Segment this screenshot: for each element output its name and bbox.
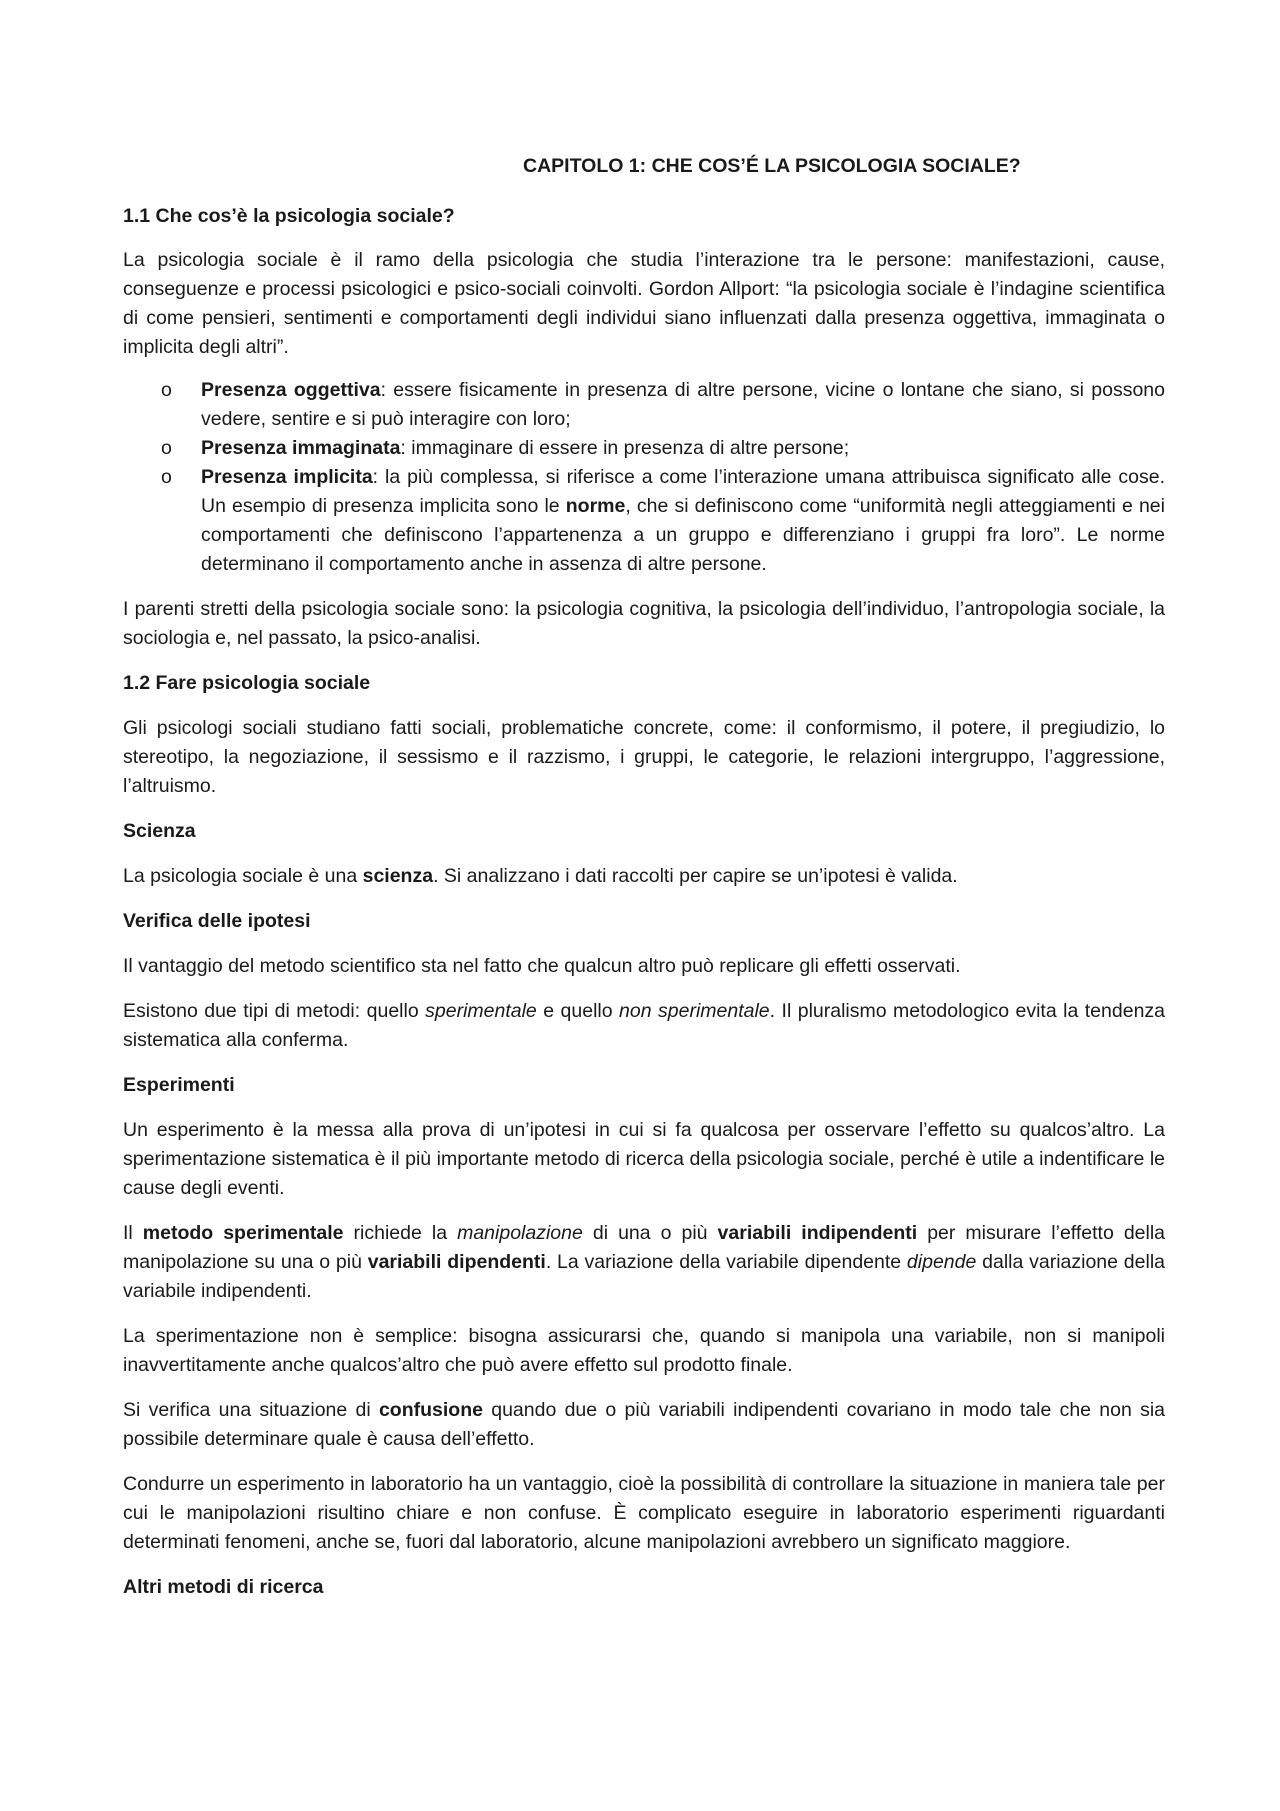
verifica-paragraph-1: Il vantaggio del metodo scientifico sta nel fatto che qualcun altro può replicare gli effetti osservati. <box>123 955 961 977</box>
bullet-text: : essere fisicamente in presenza di altre persone, vicine o lontane che siano, si possono vedere, sentire e si può interagire con loro; <box>201 379 1165 430</box>
presence-list <box>123 376 1165 579</box>
bullet-marker: o <box>161 437 172 459</box>
section-heading-1-1: 1.1 Che cos’è la psicologia sociale? <box>123 205 455 227</box>
bullet-text: : la più complessa, si riferisce a come l’interazione umana attribuisca significato alle cose. Un esempio di presenza implicita sono le <box>201 466 1165 517</box>
bullet-term: Presenza implicita <box>201 466 373 488</box>
laboratorio-paragraph: Condurre un esperimento in laboratorio ha un vantaggio, cioè la possibilità di controllare la situazione in maniera tale per cui le manipolazioni risultino chiare e non confuse. È complicato eseguire in laboratorio esperimenti riguardanti determinati fenomeni, anche se, fuori dal laboratorio, alcune manipolazioni avrebbero un significato maggiore. <box>123 1473 1165 1553</box>
bullet-term: Presenza oggettiva <box>201 379 381 401</box>
subheading-esperimenti: Esperimenti <box>123 1074 235 1096</box>
metodo-paragraph: Il metodo sperimentale richiede la manipolazione di una o più variabili indipendenti per misurare l’effetto della manipolazione su una o più variabili dipendenti. La variazione della variabile dipendente dipende dalla variazione della variabile indipendenti. <box>123 1222 1166 1302</box>
intro-paragraph: La psicologia sociale è il ramo della psicologia che studia l’interazione tra le persone: manifestazioni, cause, conseguenze e processi psicologici e psico-sociali coinvolti. Gordon Allport: “la psicologia sociale è l’indagine scientifica di come pensieri, sentimenti e comportamenti degli individui siano influenzati dalla presenza oggettiva, immaginata o implicita degli altri”. <box>123 249 1165 358</box>
scienza-paragraph: La psicologia sociale è una scienza. Si analizzano i dati raccolti per capire se un’ipotesi è valida. <box>123 865 958 887</box>
section2-intro-paragraph: Gli psicologi sociali studiano fatti sociali, problematiche concrete, come: il conformismo, il potere, il pregiudizio, lo stereotipo, la negoziazione, il sessismo e il razzismo, i gruppi, le categorie, le relazioni intergruppo, l’aggressione, l’altruismo. <box>123 717 1165 797</box>
bullet-marker: o <box>161 466 172 488</box>
subheading-scienza: Scienza <box>123 820 196 842</box>
bullet-bold-word: norme <box>565 495 626 517</box>
subheading-verifica: Verifica delle ipotesi <box>123 910 311 932</box>
bullet-marker: o <box>161 379 172 401</box>
verifica-paragraph-2: Esistono due tipi di metodi: quello sperimentale e quello non sperimentale. Il pluralismo metodologico evita la tendenza sistematica alla conferma. <box>123 1000 1166 1051</box>
subheading-altri-metodi: Altri metodi di ricerca <box>123 1576 324 1598</box>
relatives-paragraph: I parenti stretti della psicologia sociale sono: la psicologia cognitiva, la psicologia dell’individuo, l’antropologia sociale, la sociologia e, nel passato, la psico-analisi. <box>123 598 1165 649</box>
list-item <box>123 463 1165 579</box>
document-body <box>123 246 1165 1618</box>
bullet-term: Presenza immaginata <box>201 437 401 459</box>
semplice-paragraph: La sperimentazione non è semplice: bisogna assicurarsi che, quando si manipola una variabile, non si manipoli inavvertitamente anche qualcos’altro che può avere effetto sul prodotto finale. <box>123 1325 1165 1376</box>
confusione-paragraph: Si verifica una situazione di confusione quando due o più variabili indipendenti covariano in modo tale che non sia possibile determinare quale è causa dell’effetto. <box>123 1399 1165 1450</box>
list-item <box>123 434 1165 463</box>
bullet-text: : immaginare di essere in presenza di altre persone; <box>400 437 850 459</box>
esperimenti-paragraph: Un esperimento è la messa alla prova di un’ipotesi in cui si fa qualcosa per osservare l’effetto su qualcos’altro. La sperimentazione sistematica è il più importante metodo di ricerca della psicologia sociale, perché è utile a indentificare le cause degli eventi. <box>123 1119 1165 1199</box>
section-heading-1-2: 1.2 Fare psicologia sociale <box>123 672 371 694</box>
list-item <box>123 376 1165 434</box>
bullet-text: , che si definiscono come “uniformità negli atteggiamenti e nei comportamenti che definiscono l’appartenenza a un gruppo e differenziano i gruppi fra loro”. Le norme determinano il comportamento anche in assenza di altre persone. <box>201 495 1165 575</box>
chapter-title: CAPITOLO 1: CHE COS’É LA PSICOLOGIA SOCIALE? <box>523 155 1021 177</box>
